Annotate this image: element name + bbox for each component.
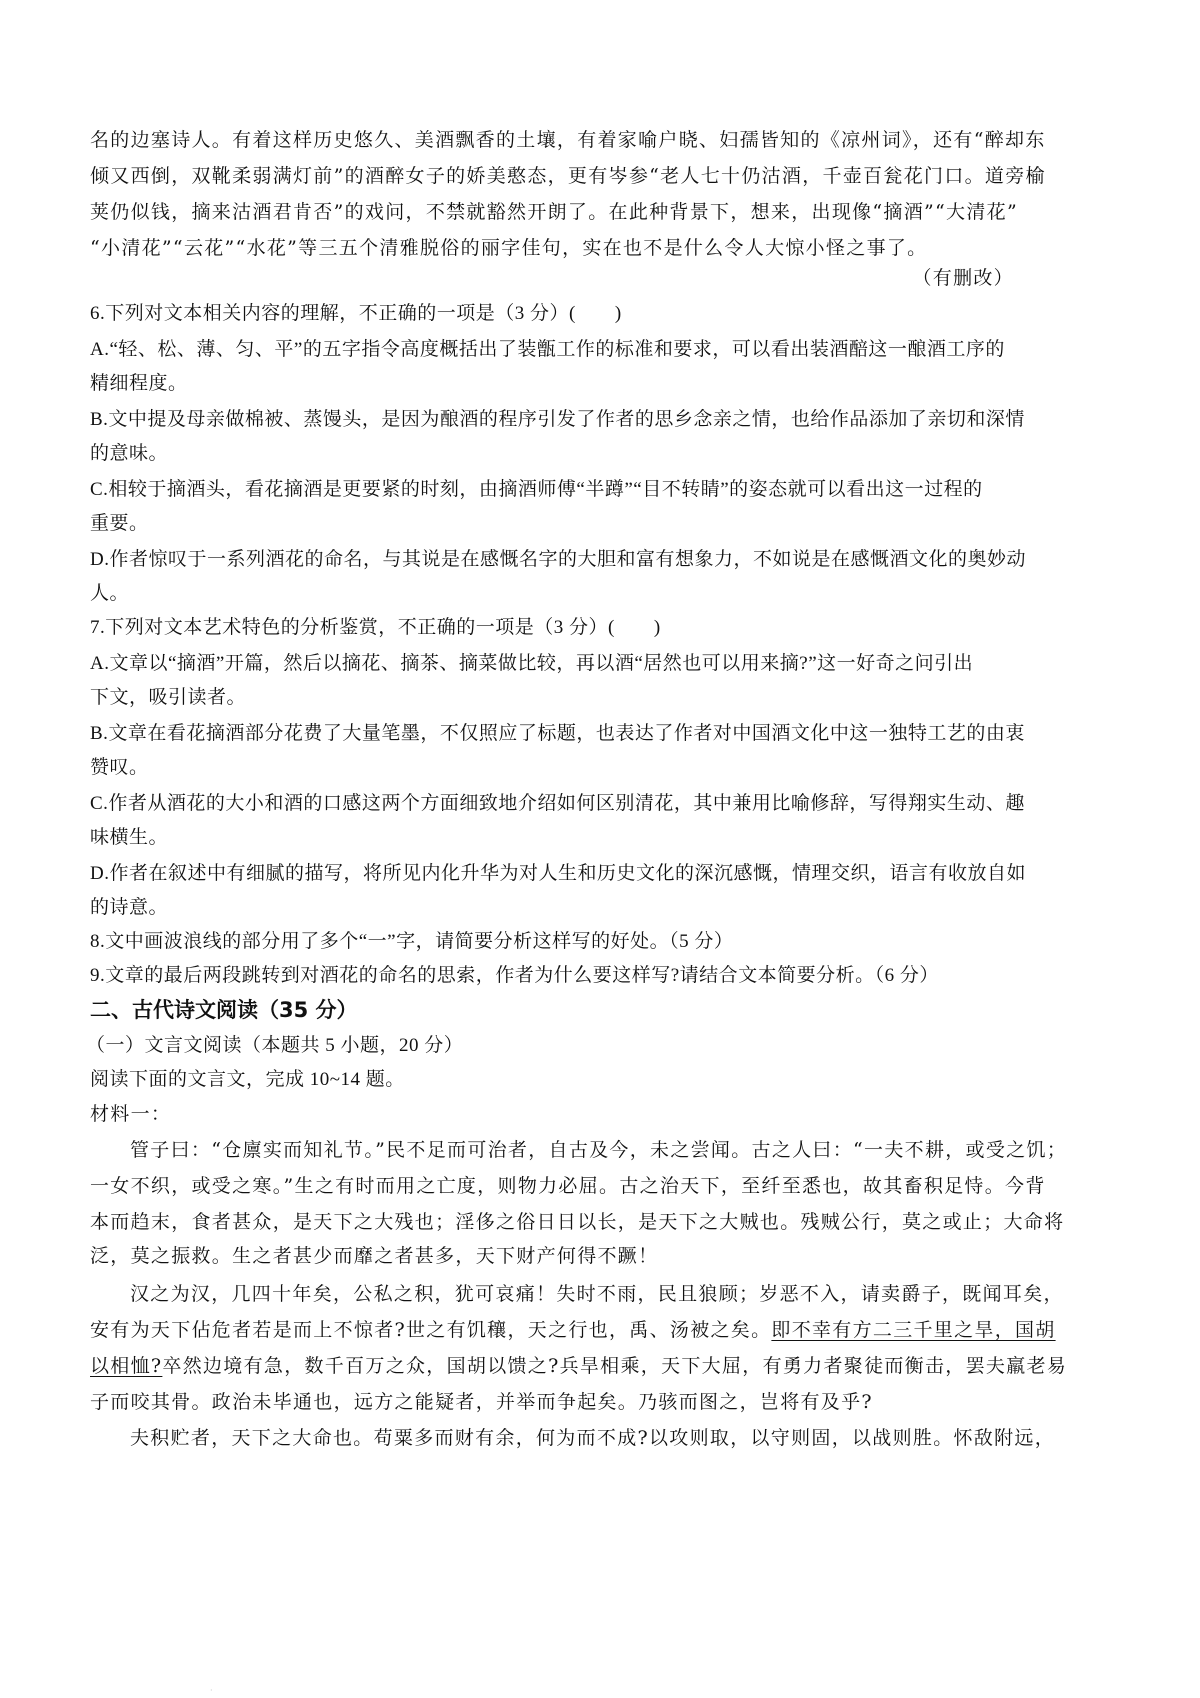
material-label: 材料一： (90, 1103, 172, 1125)
question-7-option-c: C.作者从酒花的大小和酒的口感这两个方面细致地介绍如何区别清花，其中兼用比喻修辞，写得翔实生动、趣 (90, 793, 1025, 814)
passage-line: 倾又西倒，双靴柔弱满灯前”的酒醉女子的娇美憨态，更有岑参“老人七十仍沽酒，千壶百瓮花门口。道旁榆 (90, 165, 1046, 187)
classical-line (90, 1316, 1056, 1344)
classical-line: 泛，莫之振救。生之者甚少而靡之者甚多，天下财产何得不蹶！ (90, 1245, 659, 1267)
question-7-option-a: A.文章以“摘酒”开篇，然后以摘花、摘茶、摘菜做比较，再以酒“居然也可以用来摘?”这一好奇之问引出 (90, 653, 974, 674)
underlined-sentence-cont: 以相恤? (90, 1355, 163, 1377)
question-6-option-a: A.“轻、松、薄、匀、平”的五字指令高度概括出了装甑工作的标准和要求，可以看出装酒醅这一酿酒工序的 (90, 339, 1005, 360)
question-6-option-a-cont: 精细程度。 (90, 373, 188, 394)
question-6-option-d: D.作者惊叹于一系列酒花的命名，与其说是在感慨名字的大胆和富有想象力，不如说是在感慨酒文化的奥妙动 (90, 549, 1026, 570)
question-6-option-d-cont: 人。 (90, 583, 130, 604)
passage-line: 名的边塞诗人。有着这样历史悠久、美酒飘香的土壤，有着家喻户晓、妇孺皆知的《凉州词》，还有“醉却东 (90, 129, 1046, 151)
section-title: 二、古代诗文阅读（35 分） (90, 998, 358, 1022)
question-7-option-d: D.作者在叙述中有细腻的描写，将所见内化升华为对人生和历史文化的深沉感慨，情理交织，语言有收放自如 (90, 863, 1026, 884)
classical-line: 夫积贮者，天下之大命也。苟粟多而财有余，何为而不成?以攻则取，以守则固，以战则胜。怀敌附远， (130, 1427, 1055, 1449)
classical-line: 本而趋末，食者甚众，是天下之大残也；淫侈之俗日日以长，是天下之大贼也。残贼公行，莫之或止；大命将 (90, 1211, 1065, 1233)
question-6-option-b-cont: 的意味。 (90, 443, 169, 464)
section-subtitle: （一）文言文阅读（本题共 5 小题，20 分） (86, 1035, 464, 1056)
underlined-sentence: 即不幸有方二三千里之旱，国胡 (771, 1319, 1056, 1341)
classical-line: 一女不织，或受之寒。”生之有时而用之亡度，则物力必屈。古之治天下，至纤至悉也，故其畜积足恃。今背 (90, 1175, 1046, 1197)
classical-text: 卒然边境有急，数千百万之众，国胡以馈之?兵旱相乘，天下大屈，有勇力者聚徒而衡击，罢夫羸老易 (162, 1355, 1068, 1377)
question-7-option-c-cont: 味横生。 (90, 827, 169, 848)
reading-instruction: 阅读下面的文言文，完成 10~14 题。 (90, 1069, 405, 1090)
passage-line: “小清花”“云花”“水花”等三五个清雅脱俗的丽字佳句，实在也不是什么令人大惊小怪之事了。 (90, 237, 928, 259)
classical-line: 管子曰：“仓廪实而知礼节。”民不足而可治者，自古及今，未之尝闻。古之人曰：“一夫不耕，或受之饥； (130, 1139, 1068, 1161)
source-note: （有删改） (912, 267, 1014, 289)
question-6-option-c-cont: 重要。 (90, 513, 149, 534)
question-6-option-c: C.相较于摘酒头，看花摘酒是更要紧的时刻，由摘酒师傅“半蹲”“目不转睛”的姿态就可以看出这一过程的 (90, 479, 983, 500)
classical-line: 汉之为汉，几四十年矣，公私之积，犹可哀痛！失时不雨，民且狼顾；岁恶不入，请卖爵子，既闻耳矣， (130, 1283, 1064, 1305)
question-8: 8.文中画波浪线的部分用了多个“一”字，请简要分析这样写的好处。（5 分） (90, 931, 734, 952)
question-7-option-d-cont: 的诗意。 (90, 897, 169, 918)
classical-text: 安有为天下佔危者若是而上不惊者?世之有饥穰，天之行也，禹、汤被之矣。 (90, 1319, 772, 1341)
question-7-option-b-cont: 赞叹。 (90, 757, 149, 778)
classical-line: 子而咬其骨。政治未毕通也，远方之能疑者，并举而争起矣。乃骇而图之，岂将有及乎? (90, 1391, 873, 1413)
question-7-stem: 7.下列对文本艺术特色的分析鉴赏，不正确的一项是（3 分）( ) (90, 617, 661, 638)
question-9: 9.文章的最后两段跳转到对酒花的命名的思索，作者为什么要这样写?请结合文本简要分析。（6 分） (90, 965, 939, 986)
classical-line (90, 1352, 1067, 1380)
page-mark: · (210, 1686, 213, 1695)
question-7-option-b: B.文章在看花摘酒部分花费了大量笔墨，不仅照应了标题，也表达了作者对中国酒文化中这一独特工艺的由衷 (90, 723, 1025, 744)
question-6-option-b: B.文中提及母亲做棉被、蒸馒头，是因为酿酒的程序引发了作者的思乡念亲之情，也给作品添加了亲切和深情 (90, 409, 1025, 430)
question-6-stem: 6.下列对文本相关内容的理解，不正确的一项是（3 分）( ) (90, 303, 622, 324)
passage-line: 荚仍似钱，摘来沽酒君肯否”的戏问，不禁就豁然开朗了。在此种背景下，想来，出现像“摘酒”“大清花” (90, 201, 1018, 223)
question-7-option-a-cont: 下文，吸引读者。 (90, 687, 247, 708)
